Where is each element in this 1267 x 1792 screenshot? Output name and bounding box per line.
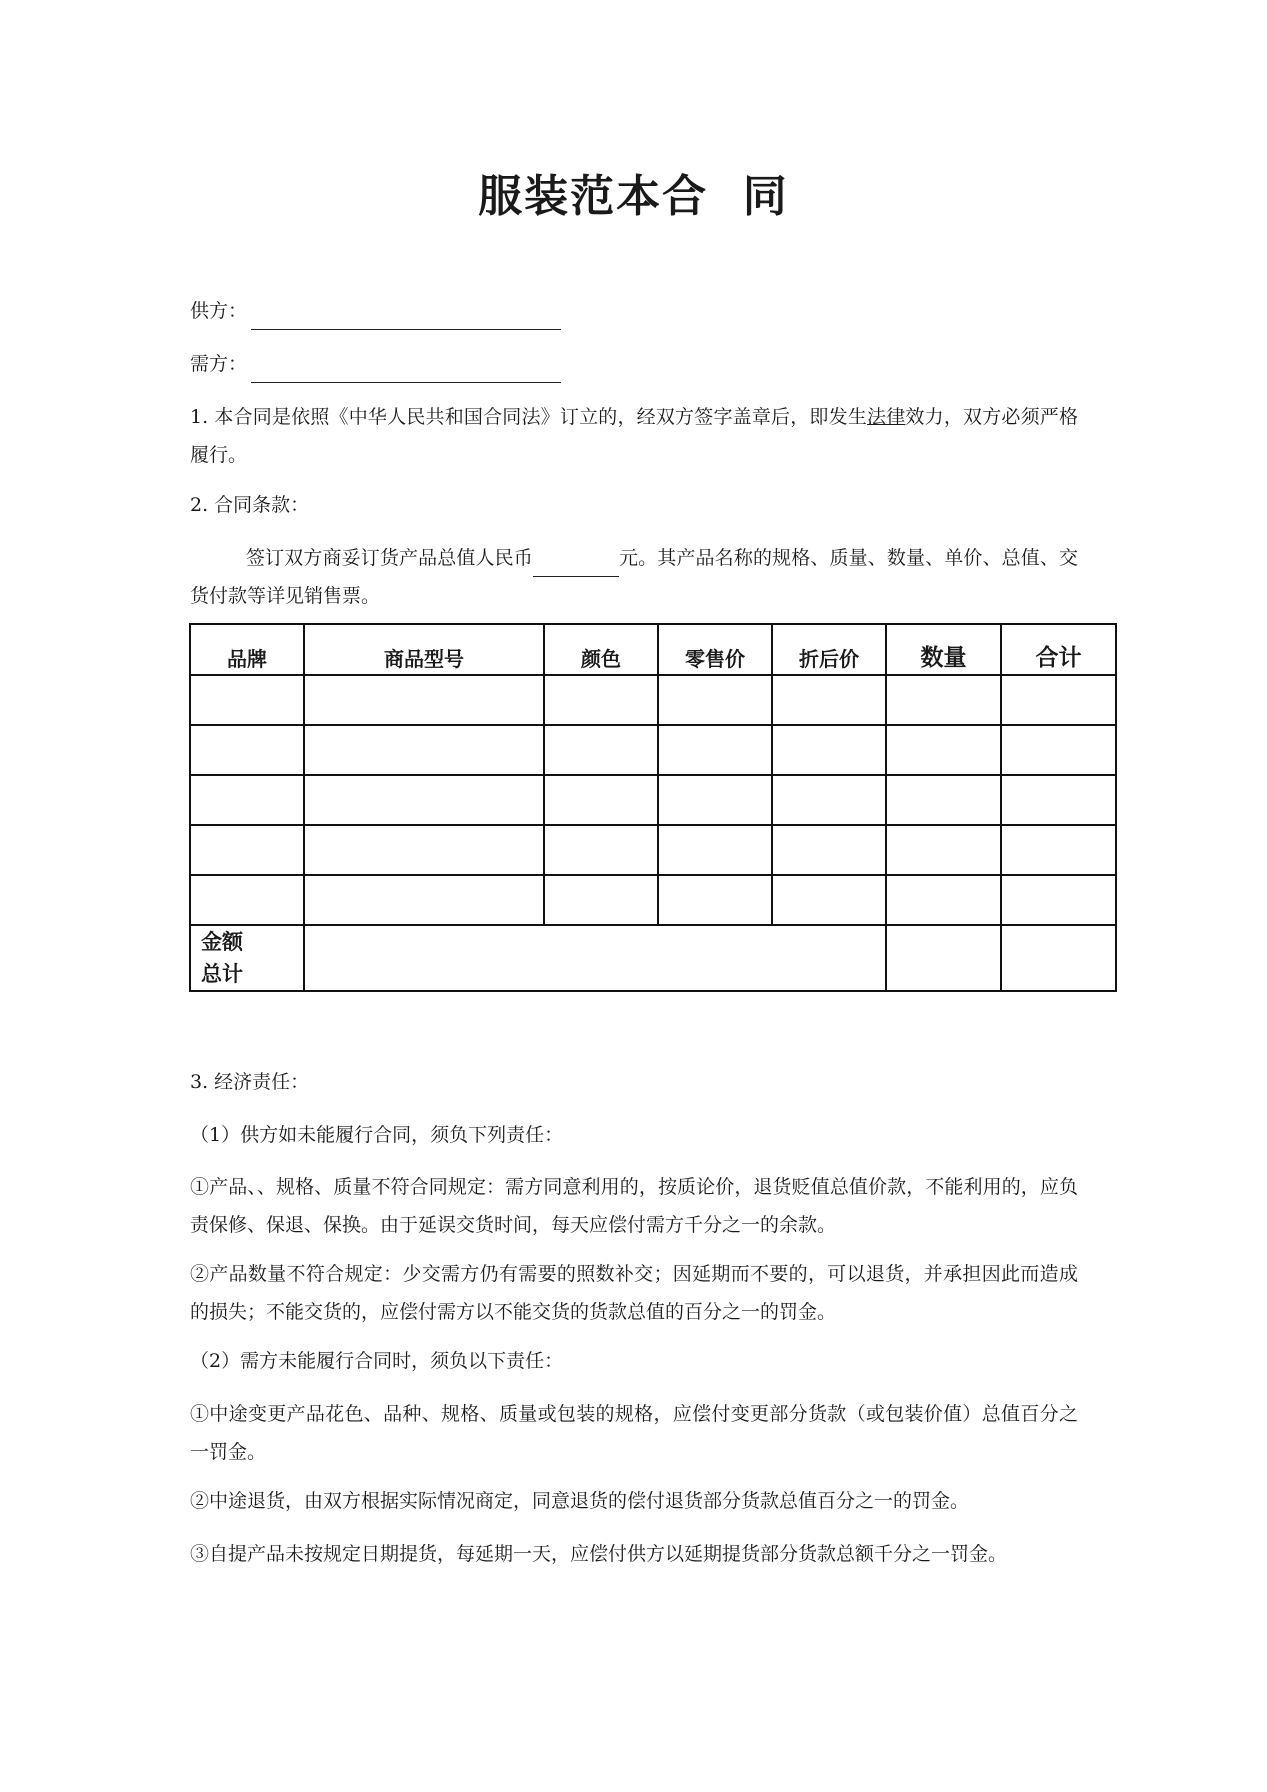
amount-blank xyxy=(533,552,619,577)
supplier-line xyxy=(190,292,561,330)
table-cell xyxy=(1001,825,1116,875)
total-amount-cell xyxy=(304,925,886,991)
clause-3-item-1-2: ②产品数量不符合规定：少交需方仍有需要的照数补交；因延期而不要的，可以退货，并承担因此而造成的损失；不能交货的，应偿付需方以不能交货的货款总值的百分之一的罚金。 xyxy=(190,1263,1078,1323)
table-cell xyxy=(772,775,886,825)
total-label xyxy=(190,925,304,991)
table-cell xyxy=(544,675,658,725)
table-cell xyxy=(1001,775,1116,825)
table-cell xyxy=(304,725,544,775)
table-cell xyxy=(544,875,658,925)
table-cell xyxy=(658,875,772,925)
buyer-line xyxy=(190,345,561,383)
clause-2-body-after: 元。其产品名称的规格、质量、数量、单价、总值、交货付款等详见销售票。 xyxy=(190,547,1078,607)
table-cell xyxy=(886,675,1001,725)
clause-3-sub-1: （1）供方如未能履行合同，须负下列责任： xyxy=(190,1124,564,1146)
header-brand: 品牌 xyxy=(190,624,304,675)
buyer-label: 需方： xyxy=(190,353,248,375)
table-cell xyxy=(1001,675,1116,725)
table-cell xyxy=(190,675,304,725)
table-cell xyxy=(886,775,1001,825)
document-title: 服装范本合 同 xyxy=(478,171,789,222)
buyer-blank xyxy=(251,356,561,383)
table-cell xyxy=(658,725,772,775)
table-cell xyxy=(772,725,886,775)
table-total-row xyxy=(190,925,1116,991)
table-cell xyxy=(304,875,544,925)
supplier-label: 供方： xyxy=(190,300,248,322)
table-cell xyxy=(1001,725,1116,775)
total-subtotal-cell xyxy=(1001,925,1116,991)
header-retail-price: 零售价 xyxy=(658,624,772,675)
table-cell xyxy=(658,675,772,725)
table-cell xyxy=(886,825,1001,875)
table-cell xyxy=(190,775,304,825)
header-discount-price: 折后价 xyxy=(772,624,886,675)
clause-3-sub-2: （2）需方未能履行合同时，须负以下责任： xyxy=(190,1350,564,1372)
table-cell xyxy=(544,775,658,825)
clause-2-body xyxy=(190,539,1078,615)
total-label-line-1: 金额 xyxy=(201,930,243,954)
table-header-row xyxy=(190,624,1116,675)
table-row xyxy=(190,775,1116,825)
supplier-blank xyxy=(251,303,561,330)
clause-3-heading: 3. 经济责任： xyxy=(190,1071,310,1093)
table-cell xyxy=(886,875,1001,925)
header-model: 商品型号 xyxy=(304,624,544,675)
table-cell xyxy=(772,825,886,875)
header-subtotal: 合计 xyxy=(1001,624,1116,675)
header-color: 颜色 xyxy=(544,624,658,675)
total-quantity-cell xyxy=(886,925,1001,991)
clause-3-item-2-3: ③自提产品未按规定日期提货，每延期一天，应偿付供方以延期提货部分货款总额千分之一罚金。 xyxy=(190,1543,1008,1565)
table-cell xyxy=(190,725,304,775)
table-cell xyxy=(658,825,772,875)
table-cell xyxy=(772,875,886,925)
clause-1-text-after: 效力，双方必须严格履行。 xyxy=(190,406,1078,466)
goods-table xyxy=(189,623,1117,992)
header-quantity: 数量 xyxy=(886,624,1001,675)
clause-3-item-1-1: ①产品、、规格、质量不符合同规定：需方同意利用的，按质论价，退货贬值总值价款，不能利用的，应负责保修、保退、保换。由于延误交货时间，每天应偿付需方千分之一的余款。 xyxy=(190,1176,1078,1236)
table-cell xyxy=(544,725,658,775)
table-row xyxy=(190,675,1116,725)
clause-2-body-before: 签订双方商妥订货产品总值人民币 xyxy=(246,547,533,569)
table-row xyxy=(190,725,1116,775)
clause-1-text-before: 1. 本合同是依照《中华人民共和国合同法》订立的，经双方签字盖章后，即发生 xyxy=(190,406,868,428)
table-cell xyxy=(772,675,886,725)
clause-1 xyxy=(190,398,1078,474)
table-cell xyxy=(190,825,304,875)
table-cell xyxy=(304,675,544,725)
clause-2-heading: 2. 合同条款： xyxy=(190,494,310,516)
table-cell xyxy=(544,825,658,875)
table-row xyxy=(190,875,1116,925)
table-row xyxy=(190,825,1116,875)
table-cell xyxy=(886,725,1001,775)
table-cell xyxy=(190,875,304,925)
table-cell xyxy=(658,775,772,825)
clause-1-law-link: 法律 xyxy=(867,406,906,428)
total-label-line-2: 总计 xyxy=(201,962,243,986)
table-cell xyxy=(304,825,544,875)
clause-3-item-2-2: ②中途退货，由双方根据实际情况商定，同意退货的偿付退货部分货款总值百分之一的罚金。 xyxy=(190,1490,970,1512)
table-cell xyxy=(1001,875,1116,925)
table-cell xyxy=(304,775,544,825)
clause-3-item-2-1: ①中途变更产品花色、品种、规格、质量或包装的规格，应偿付变更部分货款（或包装价值）总值百分之一罚金。 xyxy=(190,1403,1078,1463)
